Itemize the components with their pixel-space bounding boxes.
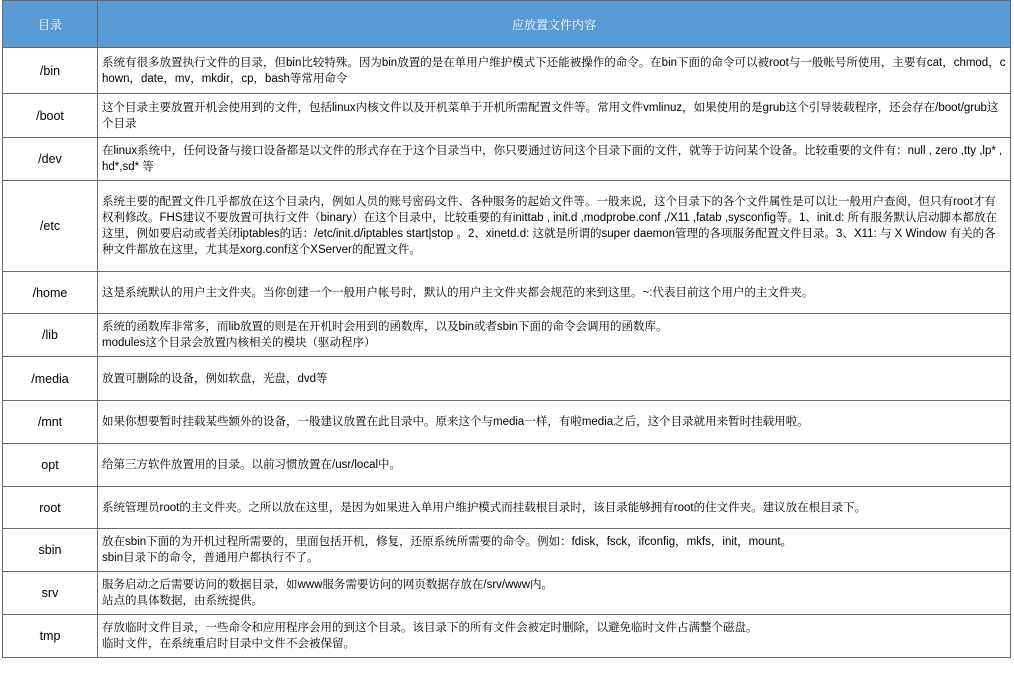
description-cell: 这是系统默认的用户主文件夹。当你创建一个一般用户帐号时，默认的用户主文件夹都会规范的来到这里。~:代表目前这个用户的主文件夹。 (98, 272, 1011, 314)
directory-cell: /bin (3, 48, 98, 94)
directory-cell: /home (3, 272, 98, 314)
description-line: modules这个目录会放置内核相关的模块（驱动程序） (102, 337, 376, 349)
description-line: 系统的函数库非常多，而lib放置的则是在开机时会用到的函数库，以及bin或者sbin下面的命令会调用的函数库。 (102, 321, 668, 333)
description-cell: 如果你想要暂时挂载某些额外的设备，一般建议放置在此目录中。原来这个与media一样，有啦media之后，这个目录就用来暂时挂载用啦。 (98, 401, 1011, 444)
description-line: 站点的具体数据，由系统提供。 (102, 595, 263, 607)
description-cell: 在linux系统中，任何设备与接口设备都是以文件的形式存在于这个目录当中，你只要通过访问这个目录下面的文件，就等于访问某个设备。比较重要的文件有：null , zero ,tty ,lp* ,hd*,sd* 等 (98, 138, 1011, 181)
directory-cell: tmp (3, 615, 98, 658)
directory-cell: /boot (3, 94, 98, 138)
description-cell: 系统有很多放置执行文件的目录，但bin比较特殊。因为bin放置的是在单用户维护模式下还能被操作的命令。在bin下面的命令可以被root与一般帐号所使用，主要有cat，chmod，chown，date，mv，mkdir，cp，bash等常用命令 (98, 48, 1011, 94)
directory-cell: srv (3, 572, 98, 615)
table-row (3, 401, 1011, 444)
table-row (3, 487, 1011, 529)
description-cell: 这个目录主要放置开机会使用到的文件，包括linux内核文件以及开机菜单于开机所需配置文件等。常用文件vmlinuz，如果使用的是grub这个引导装载程序，还会存在/boot/grub这个目录 (98, 94, 1011, 138)
description-line: sbin目录下的命令，普通用户都执行不了。 (102, 552, 319, 564)
table-row (3, 48, 1011, 94)
table-row (3, 94, 1011, 138)
table-row (3, 138, 1011, 181)
description-cell: 放置可删除的设备，例如软盘，光盘，dvd等 (98, 357, 1011, 401)
table-row (3, 357, 1011, 401)
directory-cell: /mnt (3, 401, 98, 444)
directory-cell: root (3, 487, 98, 529)
table-row (3, 444, 1011, 487)
header-directory: 目录 (3, 1, 98, 48)
directory-table (2, 0, 1011, 658)
table-row (3, 181, 1011, 272)
description-cell (98, 314, 1011, 357)
header-content: 应放置文件内容 (98, 1, 1011, 48)
description-cell: 系统管理员root的主文件夹。之所以放在这里，是因为如果进入单用户维护模式而挂载根目录时，该目录能够拥有root的住文件夹。建议放在根目录下。 (98, 487, 1011, 529)
table-row (3, 272, 1011, 314)
description-line: 服务启动之后需要访问的数据目录，如www服务需要访问的网页数据存放在/srv/www内。 (102, 579, 554, 591)
description-cell (98, 615, 1011, 658)
directory-cell: sbin (3, 529, 98, 572)
description-cell (98, 572, 1011, 615)
table-row (3, 314, 1011, 357)
directory-cell: /lib (3, 314, 98, 357)
description-cell (98, 529, 1011, 572)
header-row (3, 1, 1011, 48)
description-line: 存放临时文件目录，一些命令和应用程序会用的到这个目录。该目录下的所有文件会被定时删除，以避免临时文件占满整个磁盘。 (102, 622, 758, 634)
description-cell: 系统主要的配置文件几乎都放在这个目录内，例如人员的账号密码文件、各种服务的起始文件等。一般来说，这个目录下的各个文件属性是可以让一般用户查阅，但只有root才有权利修改。FHS建议不要放置可执行文件（binary）在这个目录中，比较重要的有inittab , init.d ,modprobe.conf ,/X11 ,fatab ,sysconfig等。1、init.d: 所有服务默认启动脚本都放在这里，例如要启动或者关闭iptables的话：/etc/init.d/iptables start|stop 。2、xinetd.d: 这就是所谓的super daemon管理的各项服务配置文件目录。3、X11: 与 X Window 有关的各种文件都放在这里，尤其是xorg.conf这个XServer的配置文件。 (98, 181, 1011, 272)
description-line: 临时文件，在系统重启时目录中文件不会被保留。 (102, 638, 355, 650)
table-row (3, 572, 1011, 615)
directory-cell: opt (3, 444, 98, 487)
directory-cell: /etc (3, 181, 98, 272)
directory-cell: /dev (3, 138, 98, 181)
table-row (3, 529, 1011, 572)
description-cell: 给第三方软件放置用的目录。以前习惯放置在/usr/local中。 (98, 444, 1011, 487)
directory-cell: /media (3, 357, 98, 401)
description-line: 放在sbin下面的为开机过程所需要的，里面包括开机，修复，还原系统所需要的命令。例如：fdisk，fsck，ifconfig，mkfs，init，mount。 (102, 536, 793, 548)
table-row (3, 615, 1011, 658)
